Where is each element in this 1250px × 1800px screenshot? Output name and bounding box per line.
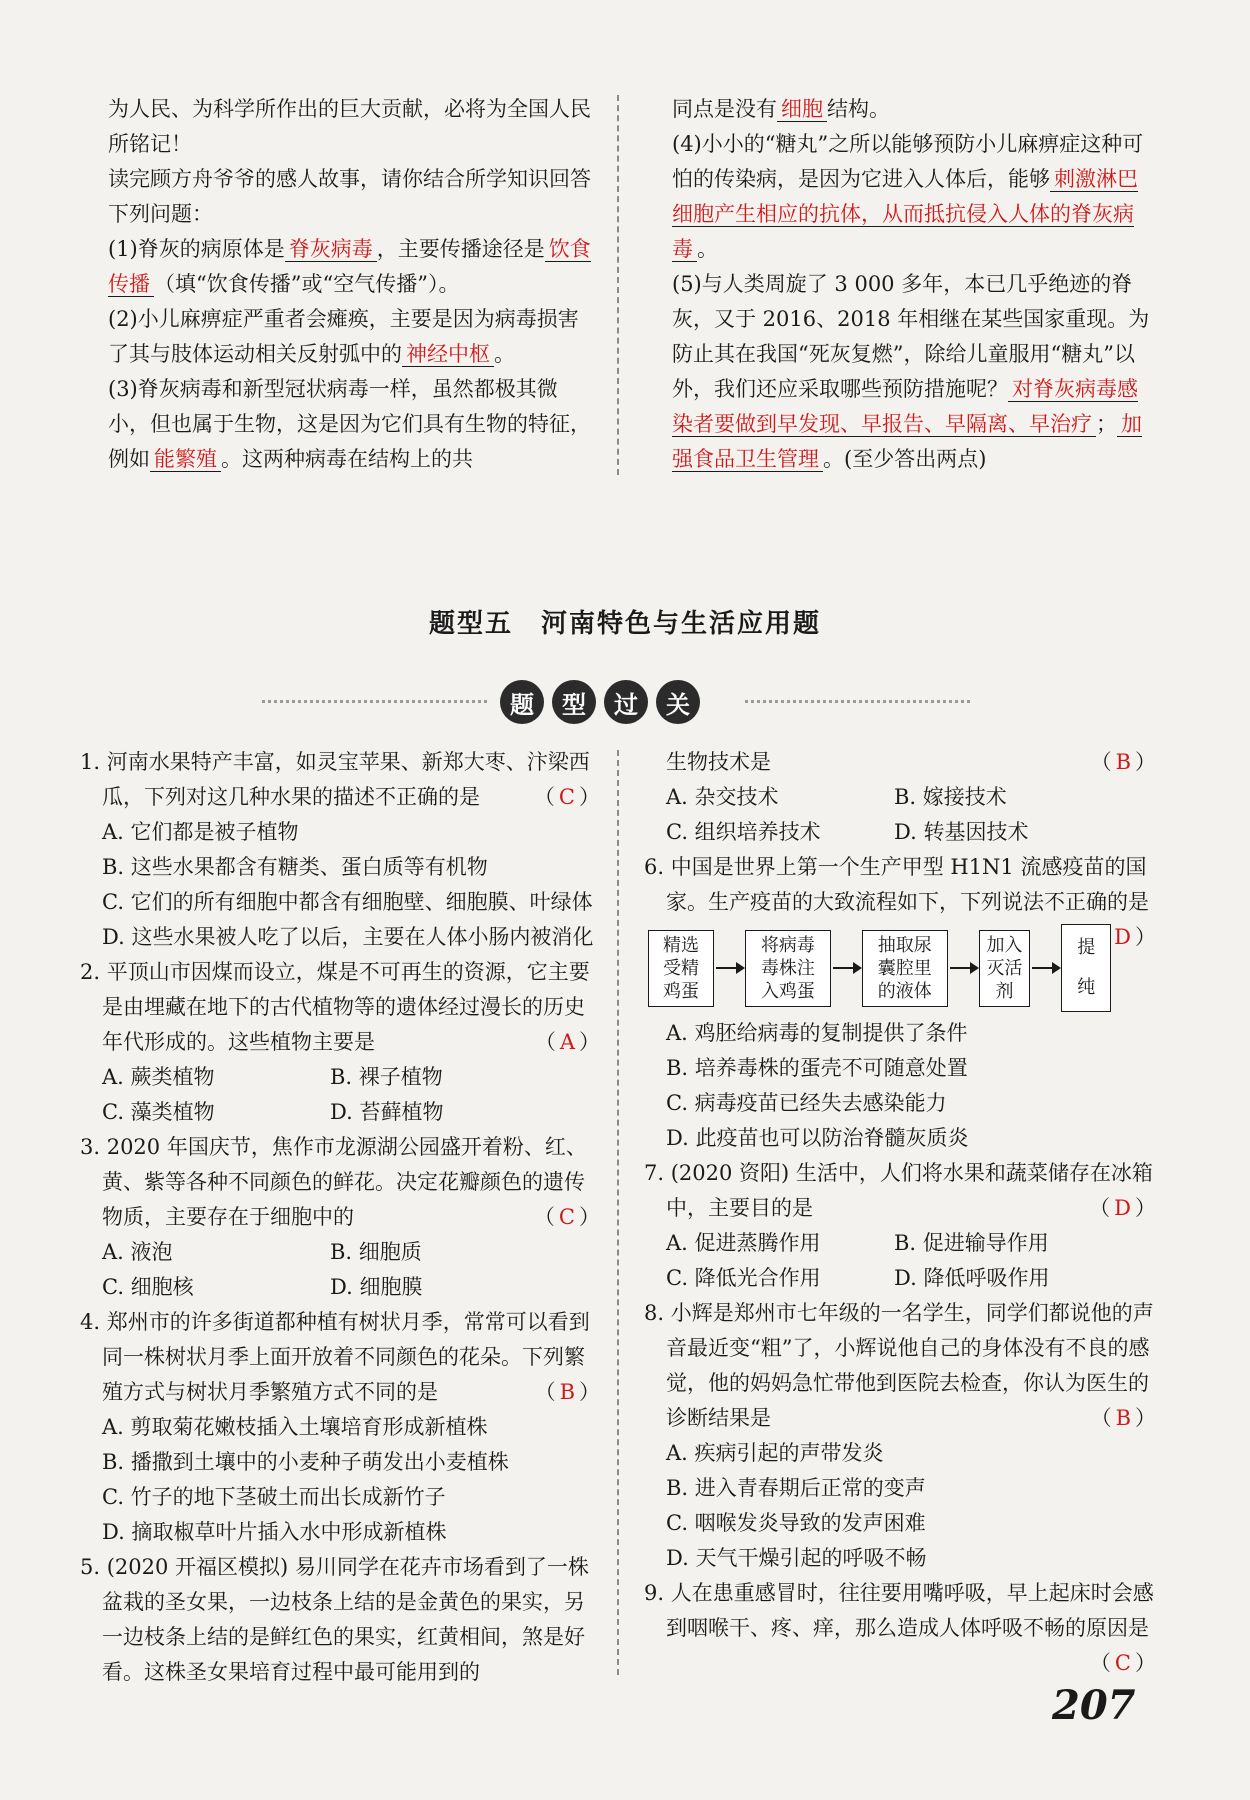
- answer-blank: 加强食品卫生管理: [672, 412, 1142, 471]
- flow-arrow: [1032, 967, 1059, 969]
- option: C. 它们的所有细胞中都含有细胞壁、细胞膜、叶绿体: [102, 890, 593, 914]
- dotted-rule-right: [745, 700, 970, 703]
- answer-blank: 对脊灰病毒感染者要做到早发现、早报告、早隔离、早治疗: [672, 377, 1138, 436]
- question-4: 4. 郑州市的许多街道都种植有树状月季，常常可以看到同一株树状月季上面开放着不同颜色的花朵。下列繁殖方式与树状月季繁殖方式不同的是 （ B ）: [80, 1305, 600, 1410]
- option: D. 摘取椒草叶片插入水中形成新植株: [102, 1520, 447, 1544]
- answer-choice: （ B ）: [1090, 750, 1156, 774]
- question-5: 5. (2020 开福区模拟) 易川同学在花卉市场看到了一株盆栽的圣女果，一边枝条上结的是金黄色的果实，另一边枝条上结的是鲜红色的果实，红黄相间，煞是好看。这株圣女果培育过程中最可能用到的: [80, 1555, 589, 1684]
- option-row: A. 促进蒸腾作用 B. 促进输导作用: [666, 1231, 1049, 1255]
- section-title: 题型五 河南特色与生活应用题: [428, 609, 821, 639]
- top-question-3-cont: 同点是没有 细胞 结构。: [672, 97, 890, 121]
- option-row: A. 蕨类植物 B. 裸子植物: [102, 1065, 443, 1089]
- option-row: C. 降低光合作用 D. 降低呼吸作用: [666, 1266, 1050, 1290]
- question-8: 8. 小辉是郑州市七年级的一名学生，同学们都说他的声音最近变“粗”了，小辉说他自己的身体没有不良的感觉，他的妈妈急忙带他到医院去检查，你认为医生的诊断结果是 （ B ）: [644, 1296, 1156, 1436]
- flow-arrow: [950, 967, 977, 969]
- badge-char: 题: [500, 680, 544, 724]
- option: C. 竹子的地下茎破土而出长成新竹子: [102, 1485, 446, 1509]
- vaccine-flowchart: [648, 924, 1111, 1012]
- option-row: C. 细胞核 D. 细胞膜: [102, 1275, 423, 1299]
- flow-step: 将病毒毒株注入鸡蛋: [745, 930, 831, 1007]
- answer-choice: （ D ）: [1089, 1196, 1156, 1220]
- question-6: 6. 中国是世界上第一个生产甲型 H1N1 流感疫苗的国家。生产疫苗的大致流程如下，下列说法不正确的是 D ）: [644, 850, 1156, 920]
- option-row: C. 组织培养技术 D. 转基因技术: [666, 820, 1029, 844]
- top-question-5: (5)与人类周旋了 3 000 多年，本已几乎绝迹的脊灰，又于 2016、2018 年相继在某些国家重现。为防止其在我国“死灰复燃”，除给儿童服用“糖丸”以外，我们还应采取哪些预防措施呢？ 对脊灰病毒感染者要做到早发现、早报告、早隔离、早治疗 ； 加强食品卫生管理 。(至少答出两点): [672, 272, 1150, 471]
- dotted-rule-left: [262, 700, 487, 703]
- answer-choice: D ）: [1114, 925, 1156, 949]
- column-divider: [617, 95, 619, 475]
- flow-arrow: [833, 967, 860, 969]
- answer-choice: （ B ）: [1090, 1406, 1156, 1430]
- answer-choice: （ C ）: [533, 785, 600, 809]
- bottom-left-column: [80, 745, 600, 1690]
- top-question-4: (4)小小的“糖丸”之所以能够预防小儿麻痹症这种可怕的传染病，是因为它进入人体后，能够 刺激淋巴细胞产生相应的抗体，从而抵抗侵入人体的脊灰病毒 。: [672, 132, 1144, 261]
- flow-step: 抽取尿囊腔里的液体: [862, 930, 948, 1007]
- question-9: 9. 人在患重感冒时，往往要用嘴呼吸，早上起床时会感到咽喉干、疼、痒，那么造成人体呼吸不畅的原因是 （ C ）: [644, 1576, 1156, 1646]
- story-ending: 为人民、为科学所作出的巨大贡献，必将为全国人民所铭记！: [108, 97, 591, 156]
- option: A. 鸡胚给病毒的复制提供了条件: [666, 1021, 968, 1045]
- answer-choice: （ B ）: [534, 1380, 600, 1404]
- answer-choice: （ A ）: [534, 1030, 600, 1054]
- option-row: A. 杂交技术 B. 嫁接技术: [666, 785, 1007, 809]
- question-3: 3. 2020 年国庆节，焦作市龙源湖公园盛开着粉、红、黄、紫等各种不同颜色的鲜花。决定花瓣颜色的遗传物质，主要存在于细胞中的 （ C ）: [80, 1130, 600, 1235]
- question-7: 7. (2020 资阳) 生活中，人们将水果和蔬菜储存在冰箱中，主要目的是 （ D ）: [644, 1156, 1156, 1226]
- top-left-column: [108, 92, 598, 477]
- answer-blank: 神经中枢: [402, 342, 494, 367]
- story-prompt: 读完顾方舟爷爷的感人故事，请你结合所学知识回答下列问题：: [108, 167, 591, 226]
- badge-char: 关: [656, 680, 700, 724]
- badge-char: 过: [604, 680, 648, 724]
- option: A. 它们都是被子植物: [102, 820, 299, 844]
- column-divider: [617, 750, 619, 1675]
- answer-blank: 脊灰病毒: [285, 237, 377, 262]
- option: D. 此疫苗也可以防治脊髓灰质炎: [666, 1126, 969, 1150]
- flow-arrow: [716, 967, 743, 969]
- option: C. 病毒疫苗已经失去感染能力: [666, 1091, 947, 1115]
- section-badge: [500, 680, 700, 724]
- question-5-cont: 生物技术是 （ B ）: [644, 745, 1156, 780]
- option: D. 这些水果被人吃了以后，主要在人体小肠内被消化: [102, 925, 594, 949]
- answer-blank: 饮食传播: [108, 237, 591, 296]
- answer-choice: （ C ）: [533, 1205, 600, 1229]
- answer-blank: 细胞: [777, 97, 827, 122]
- option-row: A. 液泡 B. 细胞质: [102, 1240, 422, 1264]
- top-question-3: (3)脊灰病毒和新型冠状病毒一样，虽然都极其微小，但也属于生物，这是因为它们具有生物的特征，例如 能繁殖 。这两种病毒在结构上的共: [108, 377, 591, 471]
- option: B. 培养毒株的蛋壳不可随意处置: [666, 1056, 968, 1080]
- question-1: 1. 河南水果特产丰富，如灵宝苹果、新郑大枣、汴梁西瓜，下列对这几种水果的描述不正确的是 （ C ）: [80, 745, 600, 815]
- option: C. 咽喉发炎导致的发声困难: [666, 1511, 926, 1535]
- top-question-1: (1)脊灰的病原体是 脊灰病毒 ，主要传播途径是 饮食传播 （填“饮食传播”或“空气传播”）。: [108, 237, 591, 296]
- page-number: 207: [1052, 1682, 1136, 1729]
- bottom-right-column: [644, 745, 1156, 1681]
- question-2: 2. 平顶山市因煤而设立，煤是不可再生的资源，它主要是由埋藏在地下的古代植物等的遗体经过漫长的历史年代形成的。这些植物主要是 （ A ）: [80, 955, 600, 1060]
- answer-blank: 能繁殖: [150, 447, 221, 472]
- top-question-2: (2)小儿麻痹症严重者会瘫痪，主要是因为病毒损害了其与肢体运动相关反射弧中的 神经中枢 。: [108, 307, 579, 366]
- option: B. 这些水果都含有糖类、蛋白质等有机物: [102, 855, 488, 879]
- flow-step: 加入灭活剂: [979, 930, 1031, 1007]
- option: A. 疾病引起的声带发炎: [666, 1441, 884, 1465]
- option: B. 进入青春期后正常的变声: [666, 1476, 926, 1500]
- option: B. 播撒到土壤中的小麦种子萌发出小麦植株: [102, 1450, 509, 1474]
- badge-char: 型: [552, 680, 596, 724]
- option: A. 剪取菊花嫩枝插入土壤培育形成新植株: [102, 1415, 488, 1439]
- top-right-column: [672, 92, 1157, 477]
- flow-step: 精选受精鸡蛋: [648, 930, 714, 1007]
- answer-blank: 刺激淋巴细胞产生相应的抗体，从而抵抗侵入人体的脊灰病毒: [672, 167, 1138, 261]
- option: D. 天气干燥引起的呼吸不畅: [666, 1546, 927, 1570]
- flow-step: 提纯: [1061, 924, 1111, 1012]
- option-row: C. 藻类植物 D. 苔藓植物: [102, 1100, 444, 1124]
- answer-choice: （ C ）: [1089, 1651, 1156, 1675]
